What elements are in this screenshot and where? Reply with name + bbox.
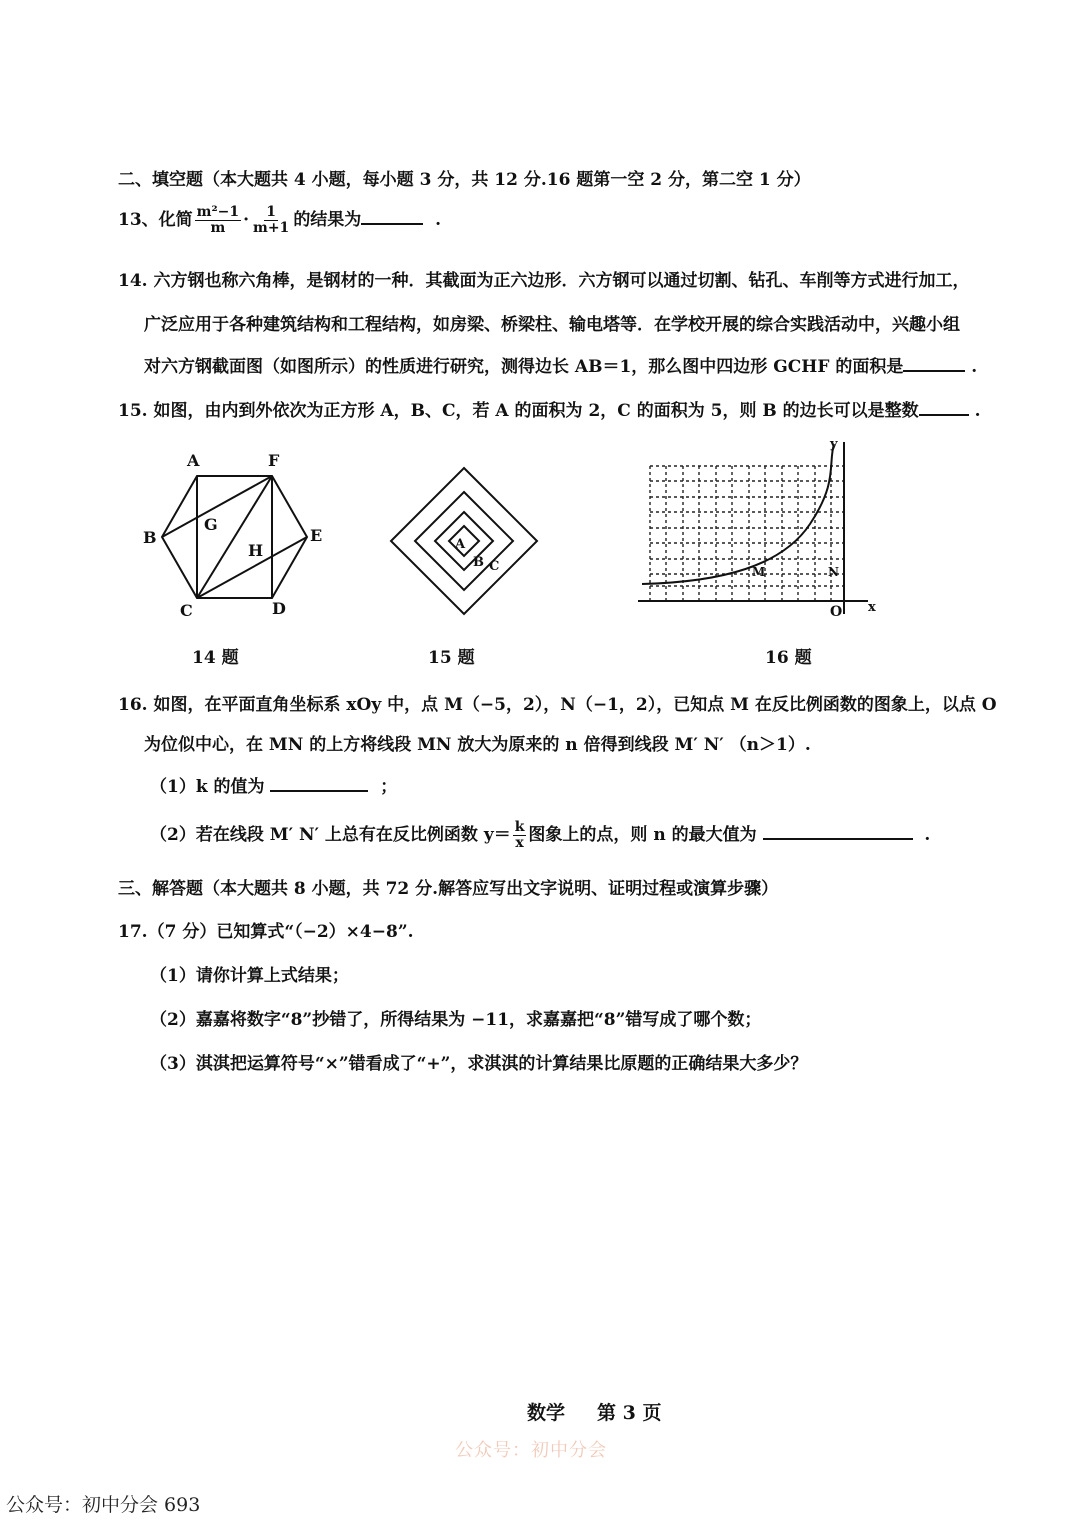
q17-part-1: （1）请你计算上式结果； xyxy=(150,966,349,986)
q16-frac-denominator: x xyxy=(515,835,524,851)
q16-part-2-prefix: （2）若在线段 M′ N′ 上总有在反比例函数 y＝ xyxy=(150,825,511,845)
q13-frac1-denominator: m xyxy=(210,220,226,236)
footer-subject: 数学 xyxy=(527,1402,566,1424)
q13-end: . xyxy=(435,210,442,230)
q16-part-1-end: ； xyxy=(380,777,398,797)
point-B-label: B xyxy=(143,528,157,547)
question-13 xyxy=(118,205,441,236)
segment-CF xyxy=(197,476,272,598)
figure-15-caption: 15 题 xyxy=(428,648,475,668)
q13-frac2-numerator: 1 xyxy=(266,204,277,220)
section2-heading: 二、填空题（本大题共 4 小题，每小题 3 分，共 12 分.16 题第一空 2 分，第二空 1 分） xyxy=(118,170,811,190)
q14-line-2: 广泛应用于各种建筑结构和工程结构，如房梁、桥梁柱、输电塔等．在学校开展的综合实践活动中，兴趣小组 xyxy=(144,315,960,335)
q13-frac1-numerator: m²−1 xyxy=(196,204,240,220)
q13-fraction-2 xyxy=(251,205,291,236)
figure-16-caption: 16 题 xyxy=(765,648,812,668)
q13-prefix: 13、化简 xyxy=(118,210,193,230)
q13-answer-blank[interactable] xyxy=(361,209,423,225)
watermark-center: 公众号：初中分会 xyxy=(455,1440,607,1461)
q13-fraction-1 xyxy=(195,205,241,236)
q14-line-1: 14. 六方钢也称六角棒，是钢材的一种．其截面为正六边形．六方钢可以通过切割、钻孔、车削等方式进行加工， xyxy=(118,271,970,291)
hyperbola-curve xyxy=(642,444,834,584)
section3-heading: 三、解答题（本大题共 8 小题，共 72 分.解答应写出文字说明、证明过程或演算步骤） xyxy=(118,879,779,899)
figure-14-caption: 14 题 xyxy=(192,648,239,668)
square-B-label: B xyxy=(473,555,484,570)
q16-part-2-suffix: 图象上的点，则 n 的最大值为 xyxy=(528,825,757,845)
q13-suffix: 的结果为 xyxy=(293,210,362,230)
point-A-label: A xyxy=(187,451,200,470)
q16-fraction xyxy=(513,820,527,851)
q15-end: . xyxy=(974,401,981,421)
q16-line-1: 16. 如图，在平面直角坐标系 xOy 中，点 M（−5，2），N（−1，2），已知点 M 在反比例函数的图象上，以点 O xyxy=(118,695,997,715)
x-axis-label: x xyxy=(868,600,876,615)
q14-end: . xyxy=(971,357,978,377)
q15-answer-blank[interactable] xyxy=(919,400,969,416)
q16-frac-numerator: k xyxy=(514,819,525,835)
q14-answer-blank[interactable] xyxy=(903,356,965,372)
grid-lines xyxy=(650,466,844,601)
figure-16-grid xyxy=(632,436,882,624)
square-A-label: A xyxy=(455,537,466,552)
q16-part-1-blank[interactable] xyxy=(270,776,368,792)
q17-part-3: （3）淇淇把运算符号“×”错看成了“+”，求淇淇的计算结果比原题的正确结果大多少？ xyxy=(150,1054,808,1074)
q16-line-2: 为位似中心，在 MN 的上方将线段 MN 放大为原来的 n 倍得到线段 M′ N′ （n＞1）. xyxy=(144,735,811,755)
q16-part-2 xyxy=(150,820,930,851)
figure-15-squares xyxy=(385,462,543,620)
point-E-label: E xyxy=(310,526,323,545)
watermark-left: 公众号：初中分会 693 xyxy=(6,1494,201,1516)
point-C-label: C xyxy=(180,601,193,620)
point-H-label: H xyxy=(248,541,264,560)
square-C-label: C xyxy=(489,559,500,574)
q16-part-2-end: . xyxy=(924,825,931,845)
q13-dot: · xyxy=(243,210,250,230)
q17-part-2: （2）嘉嘉将数字“8”抄错了，所得结果为 −11，求嘉嘉把“8”错写成了哪个数； xyxy=(150,1010,762,1030)
q14-line-3 xyxy=(144,352,977,377)
q16-part-1-text: （1）k 的值为 xyxy=(150,777,265,797)
y-axis-label: y xyxy=(830,437,838,452)
point-N-label: N xyxy=(828,565,839,579)
question-15 xyxy=(118,396,981,421)
footer-page-number: 第 3 页 xyxy=(597,1402,662,1424)
q16-part-1 xyxy=(150,772,397,797)
point-M-label: M xyxy=(752,565,766,579)
point-D-label: D xyxy=(272,599,286,618)
q13-frac2-denominator: m+1 xyxy=(253,220,290,236)
q16-part-2-blank[interactable] xyxy=(763,824,913,840)
q15-text: 15. 如图，由内到外依次为正方形 A，B、C，若 A 的面积为 2，C 的面积为 5，则 B 的边长可以是整数 xyxy=(118,401,919,421)
origin-label: O xyxy=(830,604,843,620)
point-G-label: G xyxy=(204,515,218,534)
point-F-label: F xyxy=(268,451,280,470)
q17-stem: 17.（7 分）已知算式“（−2）×4−8”. xyxy=(118,922,414,942)
q14-line-3-text: 对六方钢截面图（如图所示）的性质进行研究，测得边长 AB＝1，那么图中四边形 GCHF 的面积是 xyxy=(144,357,904,377)
figure-14-hexagon xyxy=(130,448,340,623)
